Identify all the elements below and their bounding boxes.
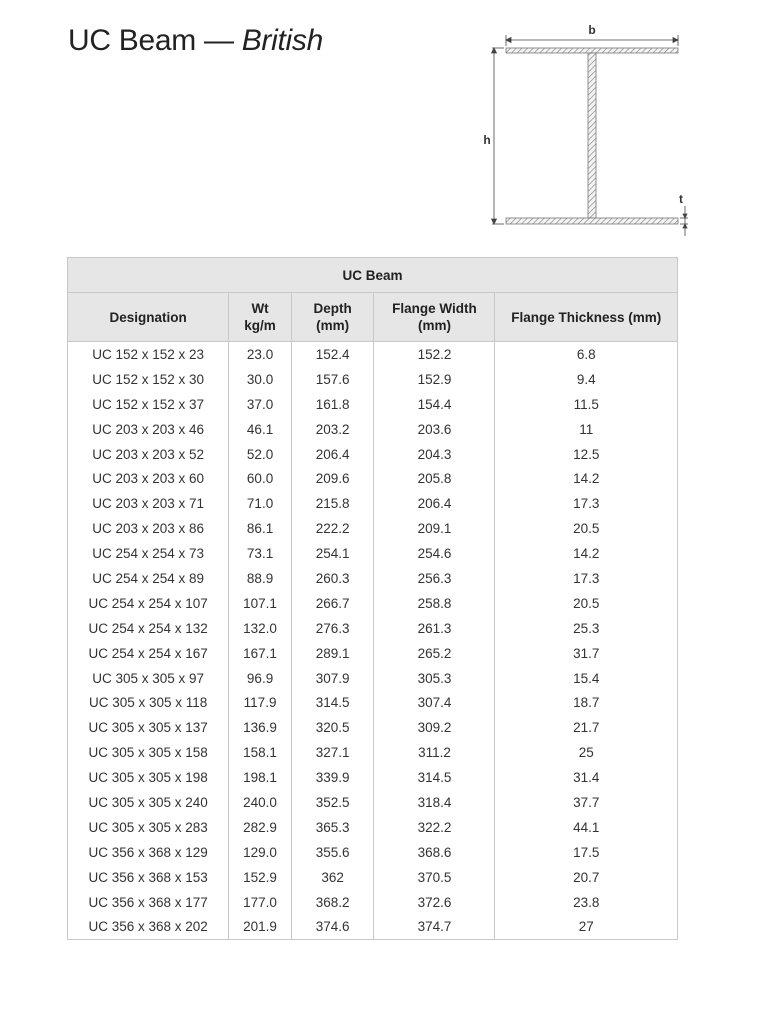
cell-flange-thickness: 11 xyxy=(495,417,678,442)
table-row xyxy=(68,616,678,641)
header-depth-line2: (mm) xyxy=(316,318,350,333)
cell-depth: 374.6 xyxy=(291,914,374,939)
cell-depth: 203.2 xyxy=(291,417,374,442)
cell-flange-width: 307.4 xyxy=(374,690,495,715)
cell-flange-width: 206.4 xyxy=(374,491,495,516)
table-body xyxy=(68,342,678,940)
cell-depth: 314.5 xyxy=(291,690,374,715)
header-depth xyxy=(291,293,374,342)
cell-weight: 158.1 xyxy=(229,740,292,765)
cell-weight: 71.0 xyxy=(229,491,292,516)
cell-flange-thickness: 9.4 xyxy=(495,367,678,392)
cell-weight: 240.0 xyxy=(229,790,292,815)
cell-flange-thickness: 31.7 xyxy=(495,641,678,666)
cell-weight: 86.1 xyxy=(229,516,292,541)
cell-flange-thickness: 21.7 xyxy=(495,715,678,740)
cell-flange-width: 368.6 xyxy=(374,840,495,865)
title-emphasis: British xyxy=(241,24,323,57)
cell-flange-thickness: 18.7 xyxy=(495,690,678,715)
cell-flange-thickness: 17.5 xyxy=(495,840,678,865)
cell-flange-thickness: 14.2 xyxy=(495,541,678,566)
cell-flange-width: 265.2 xyxy=(374,641,495,666)
header-flange-width-line2: (mm) xyxy=(417,318,451,333)
cell-depth: 260.3 xyxy=(291,566,374,591)
table-row xyxy=(68,765,678,790)
cell-weight: 73.1 xyxy=(229,541,292,566)
cell-flange-thickness: 31.4 xyxy=(495,765,678,790)
cell-weight: 198.1 xyxy=(229,765,292,790)
cell-designation: UC 305 x 305 x 158 xyxy=(68,740,229,765)
cell-designation: UC 203 x 203 x 86 xyxy=(68,516,229,541)
table-row xyxy=(68,491,678,516)
cell-weight: 136.9 xyxy=(229,715,292,740)
cell-flange-width: 305.3 xyxy=(374,666,495,691)
cell-flange-thickness: 15.4 xyxy=(495,666,678,691)
cell-designation: UC 152 x 152 x 30 xyxy=(68,367,229,392)
header-weight xyxy=(229,293,292,342)
cell-depth: 365.3 xyxy=(291,815,374,840)
header-flange-thickness: Flange Thickness (mm) xyxy=(495,293,678,342)
cell-designation: UC 203 x 203 x 46 xyxy=(68,417,229,442)
cell-weight: 117.9 xyxy=(229,690,292,715)
cell-flange-width: 254.6 xyxy=(374,541,495,566)
table-header-row xyxy=(68,293,678,342)
table-row xyxy=(68,641,678,666)
cell-designation: UC 356 x 368 x 129 xyxy=(68,840,229,865)
cell-depth: 307.9 xyxy=(291,666,374,691)
cell-depth: 320.5 xyxy=(291,715,374,740)
cell-designation: UC 152 x 152 x 37 xyxy=(68,392,229,417)
cell-designation: UC 305 x 305 x 137 xyxy=(68,715,229,740)
cell-depth: 157.6 xyxy=(291,367,374,392)
cell-flange-width: 154.4 xyxy=(374,392,495,417)
dimension-t xyxy=(680,206,688,236)
header-flange-width xyxy=(374,293,495,342)
title-main: UC Beam — xyxy=(68,24,234,57)
cell-flange-thickness: 20.7 xyxy=(495,865,678,890)
table-row xyxy=(68,392,678,417)
cell-depth: 327.1 xyxy=(291,740,374,765)
cell-flange-width: 256.3 xyxy=(374,566,495,591)
cell-flange-thickness: 17.3 xyxy=(495,566,678,591)
cell-flange-width: 311.2 xyxy=(374,740,495,765)
cell-weight: 282.9 xyxy=(229,815,292,840)
cell-flange-thickness: 11.5 xyxy=(495,392,678,417)
cell-depth: 339.9 xyxy=(291,765,374,790)
cell-designation: UC 254 x 254 x 73 xyxy=(68,541,229,566)
cell-flange-thickness: 12.5 xyxy=(495,442,678,467)
cell-flange-thickness: 6.8 xyxy=(495,342,678,367)
cell-flange-width: 318.4 xyxy=(374,790,495,815)
cell-weight: 152.9 xyxy=(229,865,292,890)
cell-depth: 289.1 xyxy=(291,641,374,666)
dimension-h xyxy=(492,48,505,224)
page-title xyxy=(68,24,323,58)
cell-flange-thickness: 27 xyxy=(495,914,678,939)
header-weight-line1: Wt xyxy=(251,301,269,316)
cell-weight: 46.1 xyxy=(229,417,292,442)
table-row xyxy=(68,865,678,890)
table-row xyxy=(68,342,678,367)
cell-weight: 52.0 xyxy=(229,442,292,467)
table-row xyxy=(68,541,678,566)
uc-beam-table xyxy=(67,257,678,940)
cell-designation: UC 356 x 368 x 177 xyxy=(68,890,229,915)
cell-flange-width: 370.5 xyxy=(374,865,495,890)
table-row xyxy=(68,815,678,840)
table-row xyxy=(68,591,678,616)
i-beam-diagram xyxy=(478,18,694,244)
cell-designation: UC 254 x 254 x 132 xyxy=(68,616,229,641)
cell-designation: UC 356 x 368 x 202 xyxy=(68,914,229,939)
cell-depth: 222.2 xyxy=(291,516,374,541)
table-row xyxy=(68,516,678,541)
cell-weight: 167.1 xyxy=(229,641,292,666)
cell-flange-width: 204.3 xyxy=(374,442,495,467)
cell-designation: UC 305 x 305 x 118 xyxy=(68,690,229,715)
cell-flange-thickness: 23.8 xyxy=(495,890,678,915)
header-flange-width-line1: Flange Width xyxy=(392,301,477,316)
cell-depth: 152.4 xyxy=(291,342,374,367)
cell-flange-width: 261.3 xyxy=(374,616,495,641)
cell-designation: UC 152 x 152 x 23 xyxy=(68,342,229,367)
table-row xyxy=(68,790,678,815)
cell-flange-width: 322.2 xyxy=(374,815,495,840)
cell-designation: UC 203 x 203 x 60 xyxy=(68,466,229,491)
cell-depth: 161.8 xyxy=(291,392,374,417)
cell-flange-thickness: 17.3 xyxy=(495,491,678,516)
cell-flange-thickness: 25 xyxy=(495,740,678,765)
cell-weight: 88.9 xyxy=(229,566,292,591)
cell-weight: 177.0 xyxy=(229,890,292,915)
cell-flange-width: 205.8 xyxy=(374,466,495,491)
cell-designation: UC 305 x 305 x 283 xyxy=(68,815,229,840)
cell-flange-thickness: 20.5 xyxy=(495,516,678,541)
cell-flange-width: 209.1 xyxy=(374,516,495,541)
cell-depth: 266.7 xyxy=(291,591,374,616)
cell-weight: 23.0 xyxy=(229,342,292,367)
table-row xyxy=(68,367,678,392)
label-h: h xyxy=(483,133,491,147)
cell-weight: 107.1 xyxy=(229,591,292,616)
table-caption: UC Beam xyxy=(68,258,678,293)
cell-weight: 37.0 xyxy=(229,392,292,417)
cell-depth: 254.1 xyxy=(291,541,374,566)
table-row xyxy=(68,890,678,915)
cell-flange-width: 372.6 xyxy=(374,890,495,915)
table-row xyxy=(68,715,678,740)
table-row xyxy=(68,566,678,591)
cell-depth: 276.3 xyxy=(291,616,374,641)
header-depth-line1: Depth xyxy=(313,301,352,316)
table-row xyxy=(68,840,678,865)
cell-designation: UC 305 x 305 x 198 xyxy=(68,765,229,790)
cell-depth: 355.6 xyxy=(291,840,374,865)
table-row xyxy=(68,466,678,491)
i-beam-shape xyxy=(506,48,678,224)
cell-designation: UC 254 x 254 x 89 xyxy=(68,566,229,591)
label-b: b xyxy=(588,23,596,37)
cell-flange-thickness: 44.1 xyxy=(495,815,678,840)
cell-designation: UC 356 x 368 x 153 xyxy=(68,865,229,890)
label-t: t xyxy=(679,192,683,206)
cell-designation: UC 254 x 254 x 107 xyxy=(68,591,229,616)
cell-flange-width: 258.8 xyxy=(374,591,495,616)
cell-flange-width: 203.6 xyxy=(374,417,495,442)
table-caption-row xyxy=(68,258,678,293)
cell-depth: 368.2 xyxy=(291,890,374,915)
cell-weight: 129.0 xyxy=(229,840,292,865)
cell-weight: 96.9 xyxy=(229,666,292,691)
cell-weight: 132.0 xyxy=(229,616,292,641)
table-row xyxy=(68,740,678,765)
cell-flange-thickness: 25.3 xyxy=(495,616,678,641)
table-row xyxy=(68,417,678,442)
cell-weight: 201.9 xyxy=(229,914,292,939)
cell-flange-width: 152.2 xyxy=(374,342,495,367)
header-weight-line2: kg/m xyxy=(244,318,276,333)
cell-flange-width: 374.7 xyxy=(374,914,495,939)
table-row xyxy=(68,666,678,691)
table-row xyxy=(68,690,678,715)
cell-flange-width: 309.2 xyxy=(374,715,495,740)
cell-designation: UC 305 x 305 x 240 xyxy=(68,790,229,815)
cell-designation: UC 203 x 203 x 71 xyxy=(68,491,229,516)
cell-flange-thickness: 14.2 xyxy=(495,466,678,491)
cell-depth: 362 xyxy=(291,865,374,890)
table-row xyxy=(68,914,678,939)
cell-depth: 352.5 xyxy=(291,790,374,815)
cell-flange-thickness: 20.5 xyxy=(495,591,678,616)
cell-flange-thickness: 37.7 xyxy=(495,790,678,815)
header-designation: Designation xyxy=(68,293,229,342)
cell-designation: UC 254 x 254 x 167 xyxy=(68,641,229,666)
table-row xyxy=(68,442,678,467)
cell-depth: 206.4 xyxy=(291,442,374,467)
cell-depth: 215.8 xyxy=(291,491,374,516)
cell-weight: 30.0 xyxy=(229,367,292,392)
cell-depth: 209.6 xyxy=(291,466,374,491)
cell-designation: UC 305 x 305 x 97 xyxy=(68,666,229,691)
cell-weight: 60.0 xyxy=(229,466,292,491)
cell-flange-width: 314.5 xyxy=(374,765,495,790)
cell-designation: UC 203 x 203 x 52 xyxy=(68,442,229,467)
cell-flange-width: 152.9 xyxy=(374,367,495,392)
